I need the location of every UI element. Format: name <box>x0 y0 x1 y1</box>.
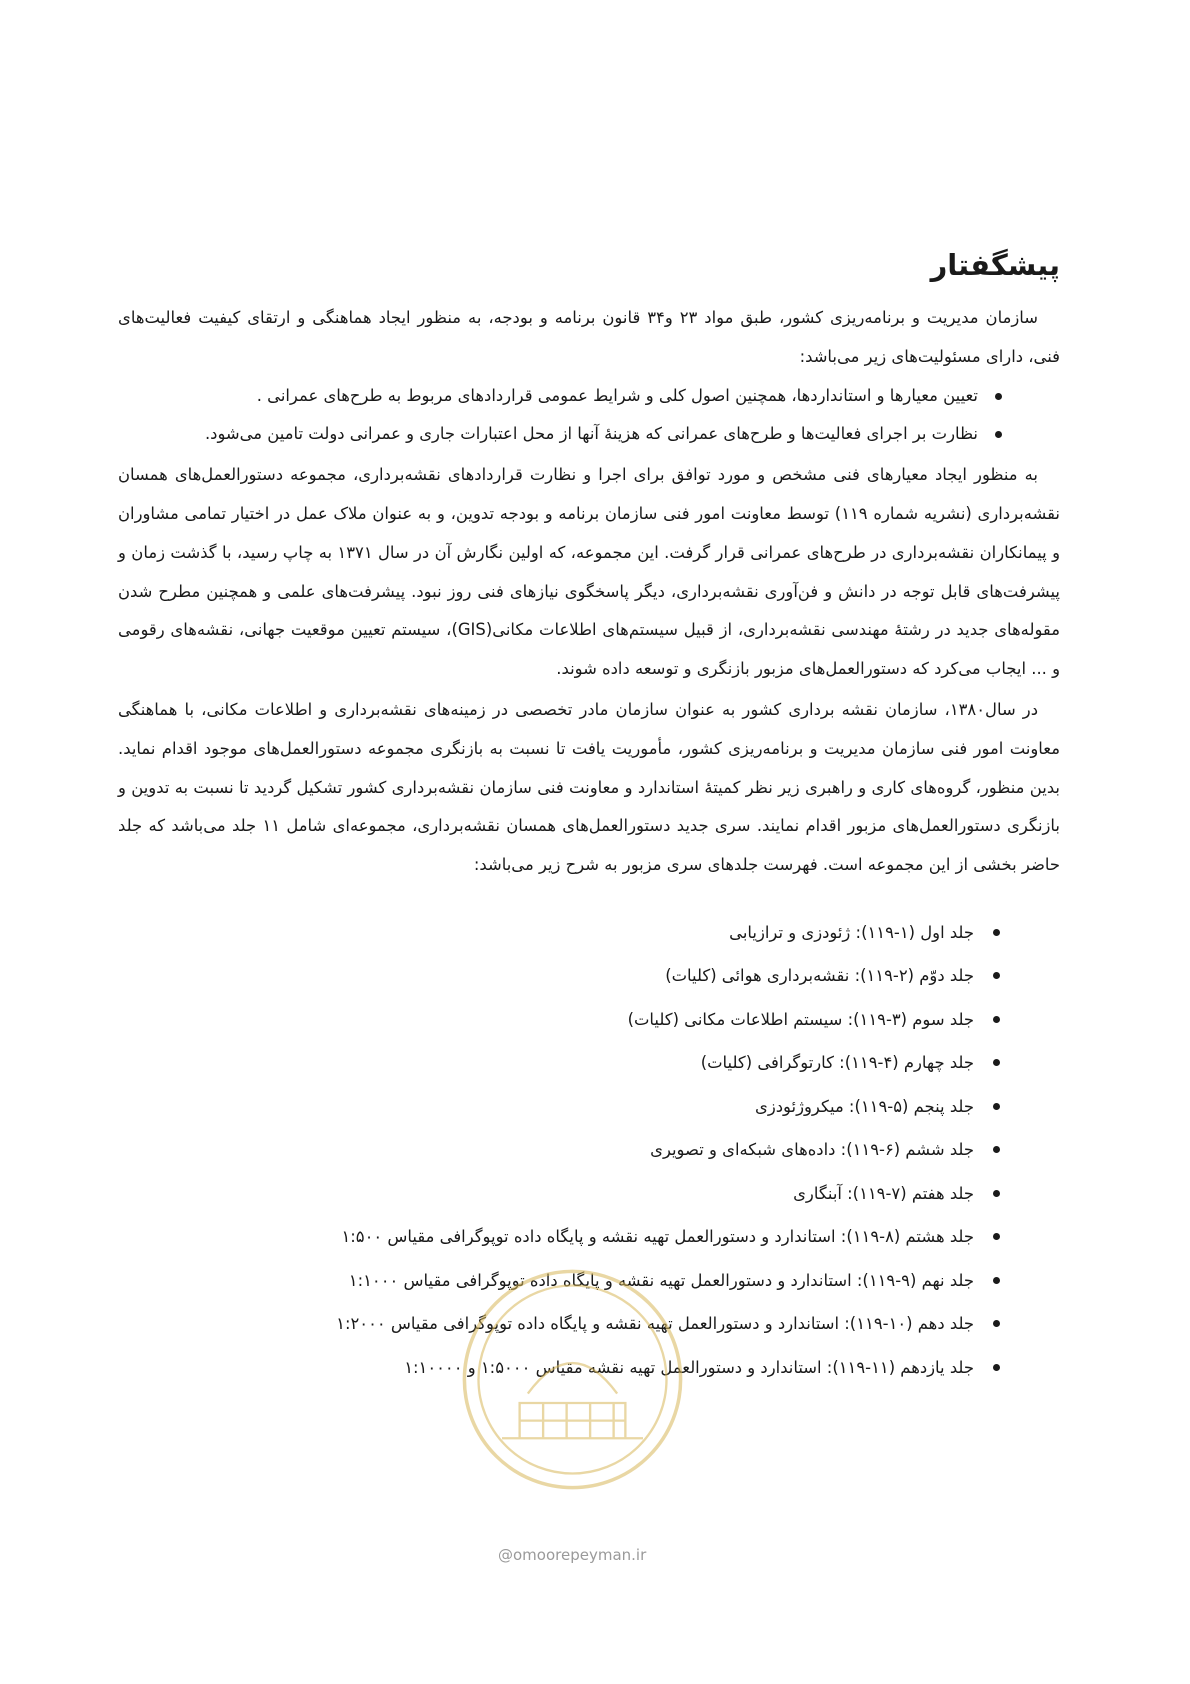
responsibility-list <box>118 377 1060 455</box>
list-item: جلد نهم (۹-۱۱۹): استاندارد و دستورالعمل تهیه نقشه و پایگاه داده توپوگرافی مقیاس ۱:۱۰۰۰ <box>118 1259 1060 1303</box>
list-item: تعیین معیارها و استانداردها، همچنین اصول کلی و شرایط عمومی قراردادهای مربوط به طرح‌های عمرانی . <box>118 377 1060 416</box>
list-item: جلد پنجم (۵-۱۱۹): میکروژئودزی <box>118 1085 1060 1129</box>
list-item: جلد چهارم (۴-۱۱۹): کارتوگرافی (کلیات) <box>118 1041 1060 1085</box>
list-item: جلد ششم (۶-۱۱۹): داده‌های شبکه‌ای و تصویری <box>118 1128 1060 1172</box>
list-item: جلد دوّم (۲-۱۱۹): نقشه‌برداری هوائی (کلیات) <box>118 954 1060 998</box>
list-item: جلد هشتم (۸-۱۱۹): استاندارد و دستورالعمل تهیه نقشه و پایگاه داده توپوگرافی مقیاس ۱:۵۰۰ <box>118 1215 1060 1259</box>
intro-paragraph: سازمان مدیریت و برنامه‌ریزی کشور، طبق مواد ۲۳ و۳۴ قانون برنامه و بودجه، به منظور ایجاد هماهنگی و ارتقای کیفیت فعالیت‌های فنی، دارای مسئولیت‌های زیر می‌باشد: <box>118 308 1060 366</box>
body-paragraph-3: در سال۱۳۸۰، سازمان نقشه برداری کشور به عنوان سازمان مادر تخصصی در زمینه‌های نقشه‌برداری و اطلاعات مکانی، با هماهنگی معاونت امور فنی سازمان مدیریت و برنامه‌ریزی کشور، مأموریت یافت تا نسبت به بازنگری مجموعه دستورالعمل‌های موجود اقدام نماید. بدین منظور، گروه‌های کاری و راهبری زیر نظر کمیتهٔ استاندارد و معاونت فنی سازمان نقشه‌برداری کشور تشکیل گردید تا نسبت به تدوین و بازنگری دستورالعمل‌های مزبور اقدام نمایند. سری جدید دستورالعمل‌های همسان نقشه‌برداری، مجموعه‌ای شامل ۱۱ جلد می‌باشد که جلد حاضر بخشی از این مجموعه است. فهرست جلدهای سری مزبور به شرح زیر می‌باشد: <box>118 699 1060 875</box>
volume-list <box>118 911 1060 1390</box>
list-item: نظارت بر اجرای فعالیت‌ها و طرح‌های عمرانی که هزینهٔ آنها از محل اعتبارات جاری و عمرانی دولت تامین می‌شود. <box>118 415 1060 454</box>
list-item: جلد هفتم (۷-۱۱۹): آبنگاری <box>118 1172 1060 1216</box>
watermark-url: @omoorepeyman.ir <box>498 1546 647 1564</box>
document-page <box>118 245 1060 1389</box>
list-item: جلد یازدهم (۱۱-۱۱۹): استاندارد و دستورالعمل تهیه نقشه مقیاس ۱:۵۰۰۰ و ۱:۱۰۰۰۰ <box>118 1346 1060 1390</box>
list-item: جلد سوم (۳-۱۱۹): سیستم اطلاعات مکانی (کلیات) <box>118 998 1060 1042</box>
body-paragraph-2: به منظور ایجاد معیارهای فنی مشخص و مورد توافق برای اجرا و نظارت قراردادهای نقشه‌برداری، مجموعه دستورالعمل‌های همسان نقشه‌برداری (نشریه شماره ۱۱۹) توسط معاونت امور فنی سازمان برنامه و بودجه تدوین، و به عنوان ملاک عمل در اختیار تمامی مشاوران و پیمانکاران نقشه‌برداری در طرح‌های عمرانی قرار گرفت. این مجموعه، که اولین نگارش آن در سال ۱۳۷۱ به چاپ رسید، با گذشت زمان و پیشرفت‌های قابل توجه در دانش و فن‌آوری نقشه‌برداری، دیگر پاسخگوی نیازهای فنی روز نبود. پیشرفت‌های علمی و همچنین مطرح شدن مقوله‌های جدید در رشتهٔ مهندسی نقشه‌برداری، از قبیل سیستم‌های اطلاعات مکانی(GIS)، سیستم تعیین موقعیت جهانی، نقشه‌های رقومی و ... ایجاب می‌کرد که دستورالعمل‌های مزبور بازنگری و توسعه داده شوند. <box>118 465 1060 679</box>
page-title: پیشگفتار <box>930 248 1060 282</box>
list-item: جلد دهم (۱۰-۱۱۹): استاندارد و دستورالعمل تهیه نقشه و پایگاه داده توپوگرافی مقیاس ۱:۲۰۰۰ <box>118 1302 1060 1346</box>
list-item: جلد اول (۱-۱۱۹): ژئودزی و ترازیابی <box>118 911 1060 955</box>
